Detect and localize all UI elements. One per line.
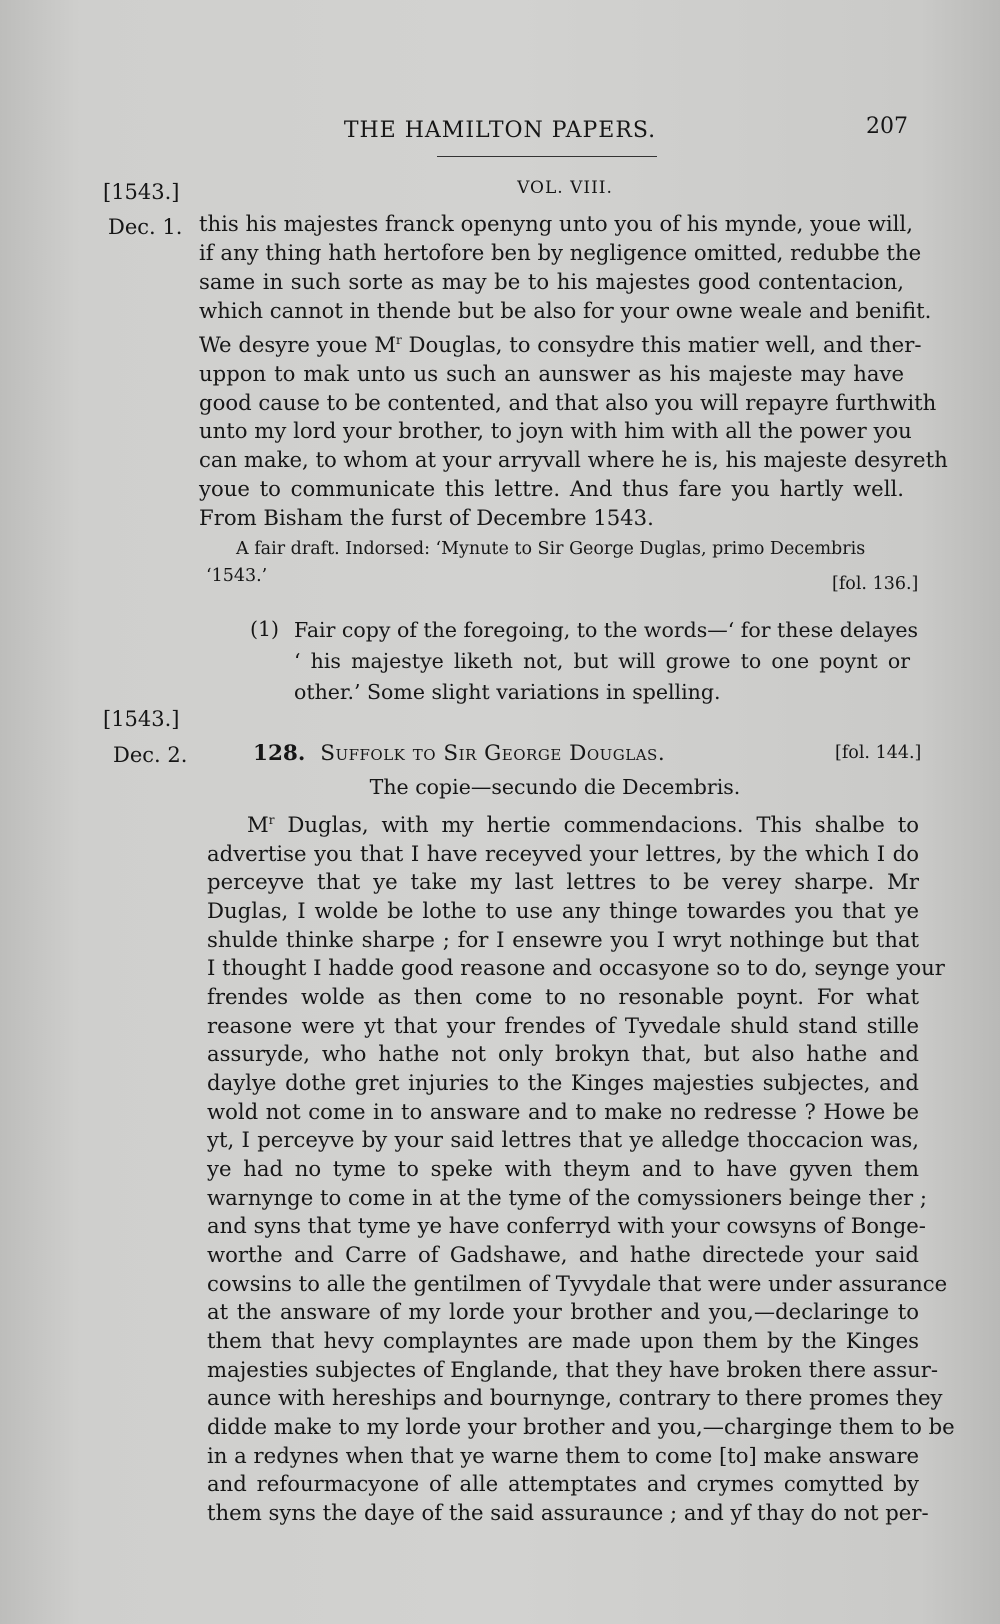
text-line: $M^r$ Duglas, with my hertie commendacions. This shalbe to: [247, 812, 919, 838]
volume-label: VOL. VIII.: [517, 178, 613, 198]
text-line: good cause to be contented, and that also you will repayre furthwith: [199, 389, 937, 415]
text-line: ‘ his majestye liketh not, but will growe to one poynt or: [294, 649, 910, 673]
text-line: majesties subjectes of Englande, that they have broken there assur-: [207, 1356, 939, 1382]
endorsement-note: A fair draft. Indorsed: ‘Mynute to Sir George Duglas, primo Decembris: [236, 539, 866, 559]
title-rule: [437, 156, 657, 157]
date-label-2: Dec. 2.: [113, 743, 188, 767]
text-line: this his majestes franck openyng unto you of his mynde, youe will,: [199, 211, 913, 236]
text-line: which cannot in thende but be also for your owne weale and benifit.: [199, 297, 932, 323]
text-line: shulde thinke sharpe ; for I ensewre you I wryt nothinge but that: [207, 926, 919, 952]
text-line: can make, to whom at your arryvall where he is, his majeste desyreth: [199, 447, 948, 473]
text-line: worthe and Carre of Gadshawe, and hathe directede your said: [207, 1241, 919, 1267]
date-label: Dec. 1.: [108, 215, 183, 239]
text-line: wold not come in to answare and to make no redresse ? Howe be: [207, 1098, 919, 1124]
letter-body-2: [207, 806, 955, 1527]
text-line: advertise you that I have receyved your lettres, by the which I do: [207, 840, 919, 866]
footnote: [294, 615, 919, 708]
text-line: and refourmacyone of alle attemptates and crymes comytted by: [207, 1471, 919, 1497]
page-number: 207: [866, 114, 908, 139]
text-line: Fair copy of the foregoing, to the words—‘ for these delayes: [294, 618, 919, 642]
text-line: warnynge to come in at the tyme of the comyssioners beinge ther ;: [207, 1184, 928, 1210]
endorsement-note-cont: ‘1543.’: [206, 566, 268, 586]
letter-subtitle: The copie—secundo die Decembris.: [369, 775, 741, 799]
text-line: cowsins to alle the gentilmen of Tyvydale that were under assurance: [207, 1270, 948, 1296]
text-line: Duglas, I wolde be lothe to use any thinge towardes you that ye: [207, 898, 919, 924]
text-line: unto my lord your brother, to joyn with him with all the power you: [199, 418, 912, 444]
year-label: [1543.]: [103, 180, 180, 204]
text-line: other.’ Some slight variations in spelling.: [294, 680, 721, 704]
text-line: perceyve that ye take my last lettres to be verey sharpe. Mr: [207, 869, 919, 895]
text-line: assuryde, who hathe not only brokyn that, but also hathe and: [207, 1041, 919, 1067]
text-line: youe to communicate this lettre. And thus fare you hartly well.: [199, 476, 904, 502]
text-line: aunce with hereships and bournynge, contrary to there promes they: [207, 1385, 943, 1411]
text-line: at the answare of my lorde your brother and you,—declaringe to: [207, 1299, 919, 1325]
text-line: daylye dothe gret injuries to the Kinges majesties subjectes, and: [207, 1069, 919, 1095]
letter-heading: [253, 741, 665, 766]
letter-body-1: [199, 210, 948, 533]
footnote-marker: (1): [250, 617, 280, 641]
text-line: I thought I hadde good reasone and occasyone so to do, seynge your: [207, 955, 945, 981]
folio-reference-2: [fol. 144.]: [835, 743, 922, 763]
text-line: yt, I perceyve by your said lettres that ye alledge thoccacion was,: [207, 1127, 919, 1153]
text-line: in a redynes when that ye warne them to come [to] make answare: [207, 1442, 919, 1468]
text-line: ye had no tyme to speke with theym and to have gyven them: [207, 1155, 919, 1181]
text-line: same in such sorte as may be to his majestes good contentacion,: [199, 268, 904, 294]
text-line: uppon to mak unto us such an aunswer as his majeste may have: [199, 360, 904, 386]
text-line: reasone were yt that your frendes of Tyvedale shuld stand stille: [207, 1012, 919, 1038]
text-line: didde make to my lorde your brother and you,—charginge them to be: [207, 1413, 955, 1439]
letter-number: 128.: [253, 741, 306, 766]
running-title: THE HAMILTON PAPERS.: [343, 118, 657, 143]
text-line: if any thing hath hertofore ben by negligence omitted, redubbe the: [199, 239, 922, 265]
text-line: We desyre youe $M^r$ Douglas, to consydre this matier well, and ther-: [199, 331, 922, 357]
text-line: From Bisham the furst of Decembre 1543.: [199, 505, 654, 531]
folio-reference: [fol. 136.]: [832, 574, 919, 594]
text-line: frendes wolde as then come to no resonable poynt. For what: [207, 984, 919, 1009]
year-label-2: [1543.]: [103, 707, 180, 731]
text-line: and syns that tyme ye have conferryd with your cowsyns of Bonge-: [207, 1213, 926, 1239]
text-line: them syns the daye of the said assuraunce ; and yf thay do not per-: [207, 1499, 929, 1525]
letter-title: Suffolk to Sir George Douglas.: [320, 741, 666, 766]
text-line: them that hevy complayntes are made upon them by the Kinges: [207, 1327, 919, 1353]
